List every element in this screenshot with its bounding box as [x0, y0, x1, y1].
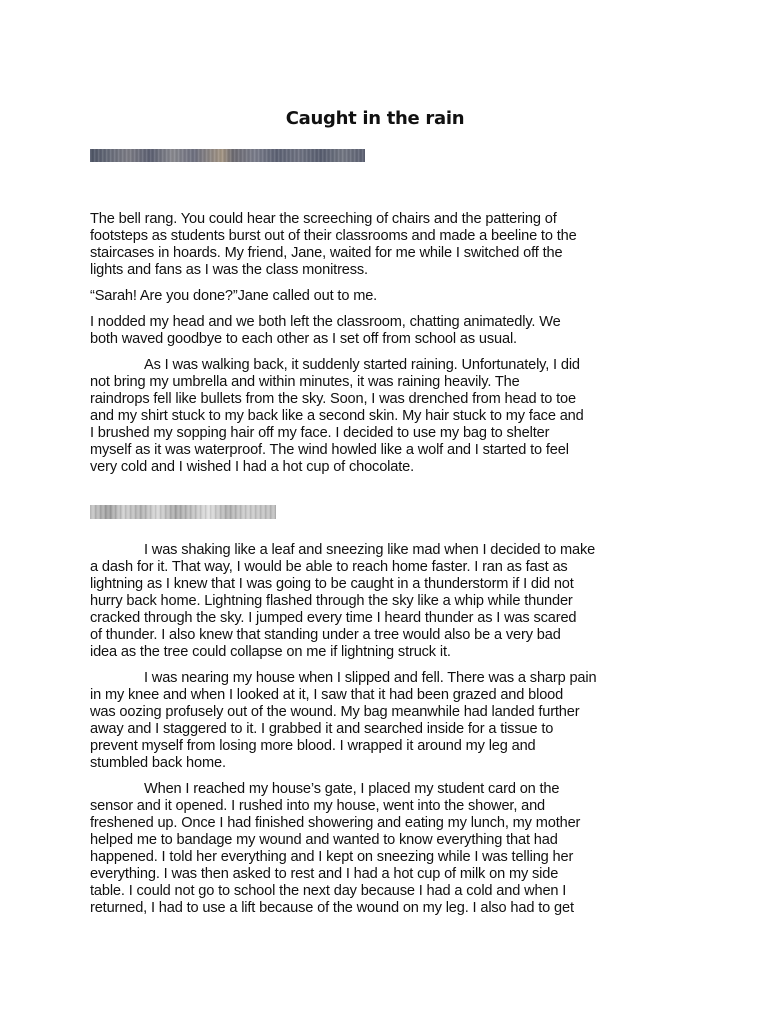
paragraph: “Sarah! Are you done?”Jane called out to me.	[90, 288, 378, 304]
paragraph: I nodded my head and we both left the classroom, chatting animatedly. We both waved goodbye to each other as I set off from school as usual.	[90, 314, 561, 347]
text-block-part1	[90, 211, 680, 485]
paragraph: The bell rang. You could hear the screeching of chairs and the pattering of footsteps as students burst out of their classrooms and made a beeline to the staircases in hoards. My friend, Jane, waited for me while I switched off the lights and fans as I was the class monitress.	[90, 211, 577, 278]
paragraph: When I reached my house’s gate, I placed my student card on the sensor and it opened. I rushed into my house, went into the shower, and freshened up. Once I had finished showering and eating my lunch, my mother helped me to bandage my wound and wanted to know everything that had happened. I told her everything and I kept on sneezing while I was telling her everything. I was then asked to rest and I had a hot cup of milk on my side table. I could not go to school the next day because I had a cold and when I returned, I had to use a lift because of the wound on my leg. I also had to get	[90, 781, 581, 916]
text-block-part2	[90, 542, 680, 926]
image-strip-middle	[90, 505, 276, 519]
paragraph: I was shaking like a leaf and sneezing like mad when I decided to make a dash for it. That way, I would be able to reach home faster. I ran as fast as lightning as I knew that I was going to be caught in a thunderstorm if I did not hurry back home. Lightning flashed through the sky like a whip while thunder cracked through the sky. I jumped every time I heard thunder as I was scared of thunder. I also knew that standing under a tree would also be a very bad idea as the tree could collapse on me if lightning struck it.	[90, 542, 596, 660]
paragraph: I was nearing my house when I slipped and fell. There was a sharp pain in my knee and when I looked at it, I saw that it had been grazed and blood was oozing profusely out of the wound. My bag meanwhile had landed further away and I staggered to it. I grabbed it and searched inside for a tissue to prevent myself from losing more blood. I wrapped it around my leg and stumbled back home.	[90, 670, 597, 771]
document-title: Caught in the rain	[285, 108, 465, 129]
paragraph: As I was walking back, it suddenly started raining. Unfortunately, I did not bring my umbrella and within minutes, it was raining heavily. The raindrops fell like bullets from the sky. Soon, I was drenched from head to toe and my shirt stuck to my back like a second skin. My hair stuck to my face and I brushed my sopping hair off my face. I decided to use my bag to shelter myself as it was waterproof. The wind howled like a wolf and I started to feel very cold and I wished I had a hot cup of chocolate.	[90, 357, 584, 475]
image-strip-top	[90, 149, 365, 162]
